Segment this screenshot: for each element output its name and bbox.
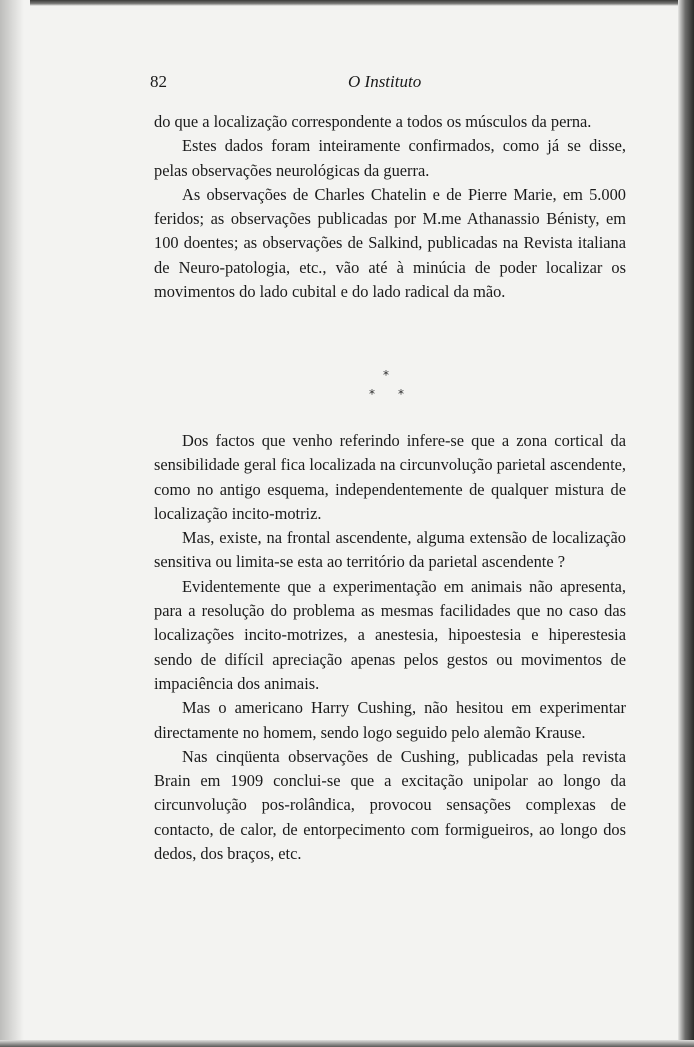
asterisk-mark: *	[369, 387, 375, 401]
page-number: 82	[150, 72, 167, 91]
section-1-text	[154, 110, 626, 304]
asterism-separator	[364, 368, 408, 408]
running-head	[150, 72, 630, 96]
page-top-edge	[30, 0, 694, 6]
paragraph: As observações de Charles Chatelin e de Pierre Marie, em 5.000 feridos; as observações publicadas por M.me Athanassio Bénisty, em 100 doentes; as observações de Salkind, publicadas na Revista italiana de Neuro-patologia, etc., vão até à minúcia de poder localizar os movimentos do lado cubital e do lado radical da mão.	[154, 184, 626, 302]
paragraph: Dos factos que venho referindo infere-se que a zona cortical da sensibilidade geral fica localizada na circunvolução parietal ascendente, como no antigo esquema, independentemente de qualquer mistura de localização incito-motriz.	[154, 431, 626, 523]
paragraph: Mas o americano Harry Cushing, não hesitou em experimentar directamente no homem, sendo logo seguido pelo alemão Krause.	[154, 698, 626, 742]
paragraph: Mas, existe, na frontal ascendente, alguma extensão de localização sensitiva ou limita-se esta ao território da parietal ascendente ?	[154, 528, 626, 572]
page-bottom-edge	[0, 1040, 694, 1047]
paragraph: Estes dados foram inteiramente confirmados, como já se disse, pelas observações neurológicas da guerra.	[154, 136, 626, 180]
section-2-text	[154, 429, 626, 866]
asterisk-mark: *	[383, 368, 389, 382]
gutter-shadow	[0, 0, 24, 1047]
paragraph: Evidentemente que a experimentação em animais não apresenta, para a resolução do problema as mesmas facilidades que no caso das localizações incito-motrizes, a anestesia, hipoestesia e hiperestesia sendo de difícil apreciação apenas pelos gestos ou movimentos de impaciência dos animais.	[154, 576, 626, 693]
asterisk-mark: *	[398, 387, 404, 401]
page-right-edge	[678, 0, 694, 1047]
paragraph-continuation: do que a localização correspondente a todos os músculos da perna.	[154, 112, 592, 131]
paragraph: Nas cinqüenta observações de Cushing, publicadas pela revista Brain em 1909 conclui-se que a excitação unipolar ao longo da circunvolução pos-rolândica, provocou sensações complexas de contacto, de calor, de entorpecimento com formigueiros, ao longo dos dedos, dos braços, etc.	[154, 746, 626, 864]
journal-title: O Instituto	[348, 72, 422, 91]
